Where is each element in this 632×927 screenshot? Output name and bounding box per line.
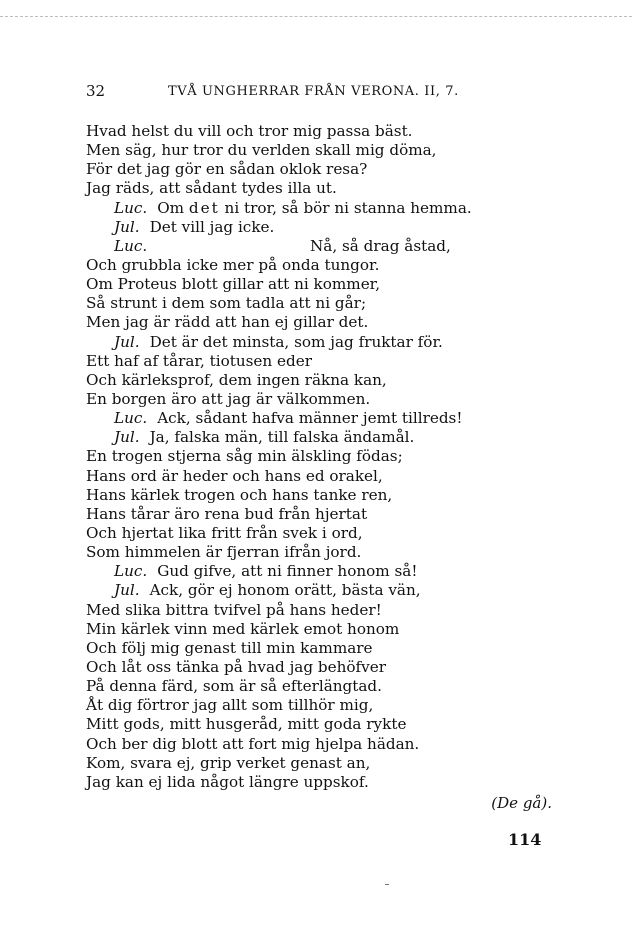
- verse-line: Jag kan ej lida något längre uppskof.: [86, 772, 369, 791]
- folio-number: 114: [508, 830, 542, 849]
- line-text: Nå, så drag åstad,: [310, 236, 451, 255]
- speaker-name: Jul.: [114, 581, 140, 600]
- dialogue-line: [86, 237, 526, 256]
- verse-line: På denna färd, som är så efterlängtad.: [86, 677, 382, 696]
- verse-line: Och ber dig blott att fort mig hjelpa hädan.: [86, 734, 420, 753]
- stage-direction: (De gå).: [491, 794, 552, 812]
- top-edge-rule: [0, 16, 632, 17]
- verse-line: Hans tårar äro rena bud från hjertat: [86, 504, 368, 523]
- speaker-name: Luc.: [114, 409, 148, 428]
- dialogue-line: [86, 409, 526, 428]
- verse-line: Men jag är rädd att han ej gillar det.: [86, 313, 369, 332]
- verse-line: Och följ mig genast till min kammare: [86, 638, 373, 657]
- running-title: TVÅ UNGHERRAR FRÅN VERONA. II, 7.: [168, 84, 459, 99]
- line-text: Om: [157, 198, 189, 217]
- dialogue-line: [86, 581, 526, 600]
- verse-line: En trogen stjerna såg min älskling födas;: [86, 447, 403, 466]
- print-mark: [385, 884, 389, 885]
- speaker-name: Luc.: [114, 236, 148, 255]
- line-text: Ack, gör ej honom orätt, bästa vän,: [149, 581, 421, 600]
- verse-line: Och låt oss tänka på hvad jag behöfver: [86, 657, 386, 676]
- verse-line: Kom, svara ej, grip verket genast an,: [86, 753, 371, 772]
- verse-line: Och kärleksprof, dem ingen räkna kan,: [86, 370, 387, 389]
- verse-line: Jag räds, att sådant tydes illa ut.: [86, 179, 337, 198]
- speaker-name: Jul.: [114, 428, 140, 447]
- line-text: Det vill jag icke.: [149, 217, 275, 236]
- verse-line: Som himmelen är fjerran ifrån jord.: [86, 543, 362, 562]
- speaker-name: Jul.: [114, 332, 140, 351]
- page-number: 32: [86, 82, 106, 100]
- speaker-name: Luc.: [114, 198, 148, 217]
- verse-line: Mitt gods, mitt husgeråd, mitt goda rykte: [86, 715, 407, 734]
- verse-line: Om Proteus blott gillar att ni kommer,: [86, 275, 381, 294]
- verse-line: Hans kärlek trogen och hans tanke ren,: [86, 485, 393, 504]
- line-text: Gud gifve, att ni finner honom så!: [157, 562, 418, 581]
- verse-line: Men säg, hur tror du verlden skall mig döma,: [86, 141, 437, 160]
- dialogue-line: [86, 199, 526, 218]
- verse-text: [86, 122, 526, 792]
- verse-line: Så strunt i dem som tadla att ni går;: [86, 294, 367, 313]
- line-text: ni tror, så bör ni stanna hemma.: [219, 198, 472, 217]
- verse-line: Min kärlek vinn med kärlek emot honom: [86, 619, 400, 638]
- verse-line: Och hjertat lika fritt från svek i ord,: [86, 523, 363, 542]
- page-header: [86, 82, 486, 102]
- verse-line: Och grubbla icke mer på onda tungor.: [86, 255, 380, 274]
- verse-line: En borgen äro att jag är välkommen.: [86, 389, 371, 408]
- verse-line: För det jag gör en sådan oklok resa?: [86, 160, 368, 179]
- verse-line: Hvad helst du vill och tror mig passa bäst.: [86, 122, 413, 140]
- line-text: Det är det minsta, som jag fruktar för.: [149, 332, 443, 351]
- dialogue-line: [86, 218, 526, 237]
- line-text: Ja, falska män, till falska ändamål.: [149, 428, 415, 447]
- speaker-name: Jul.: [114, 217, 140, 236]
- emphasized-word: det: [188, 198, 220, 217]
- speaker-name: Luc.: [114, 562, 148, 581]
- verse-line: Med slika bittra tvifvel på hans heder!: [86, 600, 382, 619]
- verse-line: Ett haf af tårar, tiotusen eder: [86, 351, 312, 370]
- verse-line: Åt dig förtror jag allt som tillhör mig,: [86, 696, 374, 715]
- dialogue-line: [86, 562, 526, 581]
- dialogue-line: [86, 428, 526, 447]
- verse-line: Hans ord är heder och hans ed orakel,: [86, 466, 383, 485]
- line-text: Ack, sådant hafva männer jemt tillreds!: [157, 409, 463, 428]
- dialogue-line: [86, 333, 526, 352]
